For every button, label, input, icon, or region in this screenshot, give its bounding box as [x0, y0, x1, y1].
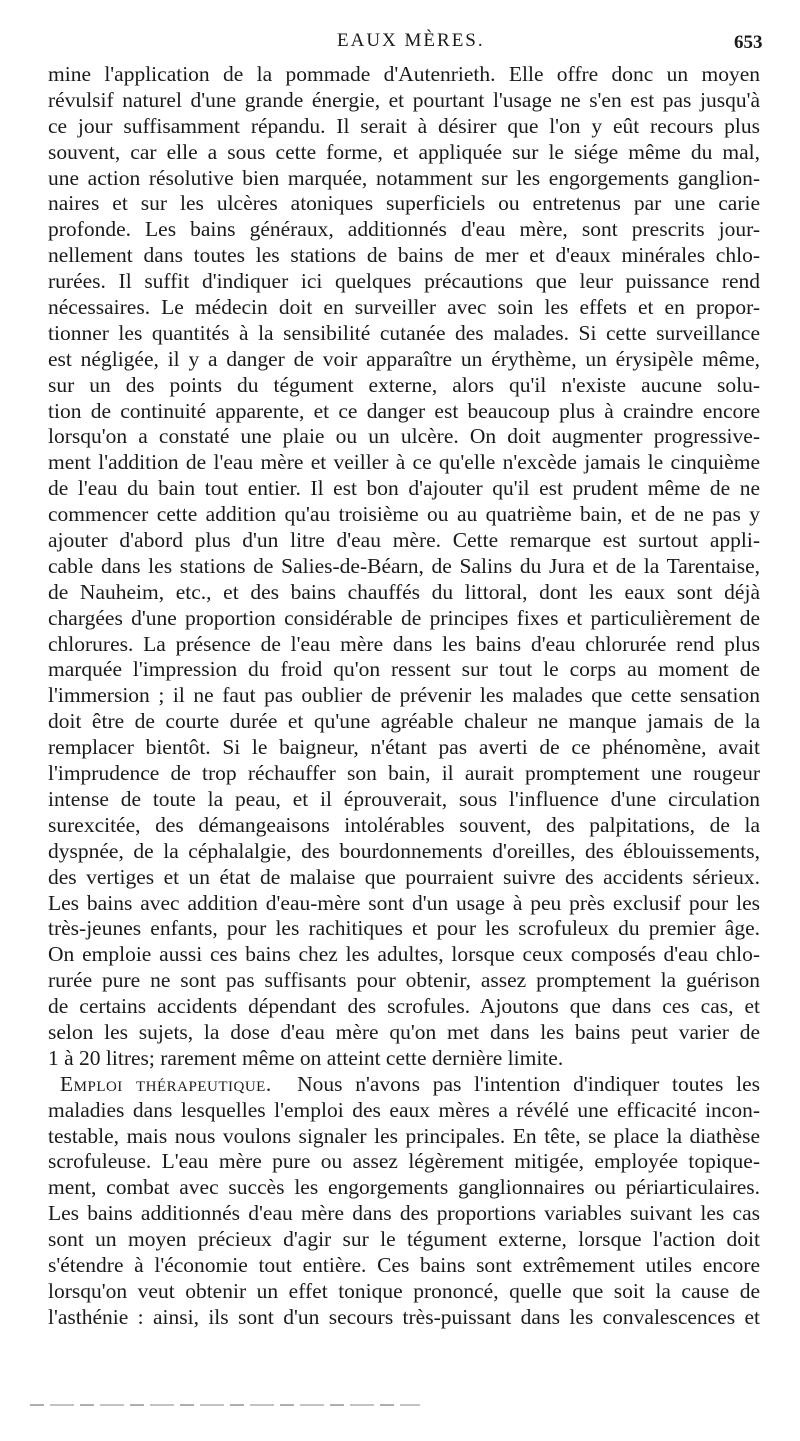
text-line: chlorures. La présence de l'eau mère dans les bains d'eau chlorurée rend plus — [48, 631, 760, 656]
text-line: ment l'addition de l'eau mère et veiller à ce qu'elle n'excède jamais le cinquième — [48, 450, 760, 475]
paragraph-emploi-therapeutique — [48, 1072, 760, 1331]
text-line: scrofuleuse. L'eau mère pure ou assez légèrement mitigée, employée topique- — [48, 1149, 760, 1174]
text-line: de Nauheim, etc., et des bains chauffés du littoral, dont les eaux sont déjà — [48, 579, 760, 604]
text-line: dyspnée, de la céphalalgie, des bourdonnements d'oreilles, des éblouissements, — [48, 838, 760, 863]
text-line: est négligée, il y a danger de voir apparaître un érythème, un érysipèle même, — [48, 346, 760, 371]
text-line: doit être de courte durée et qu'une agréable chaleur ne manque jamais de la — [48, 709, 760, 734]
text-line: intense de toute la peau, et il éprouverait, sous l'influence d'une circulation — [48, 786, 760, 811]
text-line: ment, combat avec succès les engorgements ganglionnaires ou périarticulaires. — [48, 1175, 760, 1200]
text-line: marquée l'impression du froid qu'on ressent sur tout le corps au moment de — [48, 657, 760, 682]
text-line: s'étendre à l'économie tout entière. Ces bains sont extrêmement utiles encore — [48, 1252, 760, 1277]
section-heading: Emploi thérapeutique. — [60, 1071, 272, 1096]
text-line: lorsqu'on a constaté une plaie ou un ulcère. On doit augmenter progressive- — [48, 424, 760, 449]
running-title: EAUX MÈRES. — [337, 30, 485, 51]
text-line: tionner les quantités à la sensibilité cutanée des malades. Si cette surveillance — [48, 320, 760, 345]
paragraph-eaux-meres-bains — [48, 62, 760, 1072]
text-line: naires et sur les ulcères atoniques superficiels ou entretenus par une carie — [48, 191, 760, 216]
text-line: Les bains avec addition d'eau-mère sont d'un usage à peu près exclusif pour les — [48, 890, 760, 915]
text-line: testable, mais nous voulons signaler les principales. En tête, se place la diathèse — [48, 1123, 760, 1148]
text-line: l'imprudence de trop réchauffer son bain, il aurait promptement une rougeur — [48, 761, 760, 786]
text-line: une action résolutive bien marquée, notamment sur les engorgements ganglion- — [48, 165, 760, 190]
text-line: de certains accidents dépendant des scrofules. Ajoutons que dans ces cas, et — [48, 994, 760, 1019]
text-line: sur un des points du tégument externe, alors qu'il n'existe aucune solu- — [48, 372, 760, 397]
text-line: commencer cette addition qu'au troisième ou au quatrième bain, et de ne pas y — [48, 502, 760, 527]
text-line: selon les sujets, la dose d'eau mère qu'on met dans les bains peut varier de — [48, 1019, 760, 1044]
page-number: 653 — [734, 32, 763, 53]
body-text — [48, 62, 760, 1331]
text-line-content: Nous n'avons pas l'intention d'indiquer toutes les — [297, 1071, 760, 1096]
text-line: nellement dans toutes les stations de bains de mer et d'eaux minérales chlo- — [48, 243, 760, 268]
text-line: chargées d'une proportion considérable de principes fixes et particulièrement de — [48, 605, 760, 630]
text-line: tion de continuité apparente, et ce danger est beaucoup plus à craindre encore — [48, 398, 760, 423]
text-line: cable dans les stations de Salies-de-Béarn, de Salins du Jura et de la Tarentaise, — [48, 553, 760, 578]
text-line: rurée pure ne sont pas suffisants pour obtenir, assez promptement la guérison — [48, 968, 760, 993]
text-line: sont un moyen précieux d'agir sur le tégument externe, lorsque l'action doit — [48, 1227, 760, 1252]
text-line: ce jour suffisamment répandu. Il serait à désirer que l'on y eût recours plus — [48, 113, 760, 138]
text-line: maladies dans lesquelles l'emploi des eaux mères a révélé une efficacité incon- — [48, 1097, 760, 1122]
text-line: nécessaires. Le médecin doit en surveiller avec soin les effets et en propor- — [48, 295, 760, 320]
text-line: Les bains additionnés d'eau mère dans des proportions variables suivant les cas — [48, 1201, 760, 1226]
text-line: ajouter d'abord plus d'un litre d'eau mère. Cette remarque est surtout appli- — [48, 528, 760, 553]
text-line: l'immersion ; il ne faut pas oublier de prévenir les malades que cette sensation — [48, 683, 760, 708]
text-line: très-jeunes enfants, pour les rachitiques et pour les scrofuleux du premier âge. — [48, 916, 760, 941]
text-line: de l'eau du bain tout entier. Il est bon d'ajouter qu'il est prudent même de ne — [48, 476, 760, 501]
scan-footer-artifact — [30, 1404, 420, 1406]
text-line: souvent, car elle a sous cette forme, et appliquée sur le siége même du mal, — [48, 139, 760, 164]
text-line: lorsqu'on veut obtenir un effet tonique prononcé, quelle que soit la cause de — [48, 1278, 760, 1303]
text-line: 1 à 20 litres; rarement même on atteint cette dernière limite. — [48, 1045, 564, 1070]
text-line: On emploie aussi ces bains chez les adultes, lorsque ceux composés d'eau chlo- — [48, 942, 760, 967]
text-line: mine l'application de la pommade d'Autenrieth. Elle offre donc un moyen — [48, 62, 760, 86]
text-line: surexcitée, des démangeaisons intolérables souvent, des palpitations, de la — [48, 812, 760, 837]
text-line: révulsif naturel d'une grande énergie, et pourtant l'usage ne s'en est pas jusqu'à — [48, 87, 760, 112]
text-line: remplacer bientôt. Si le baigneur, n'étant pas averti de ce phénomène, avait — [48, 735, 760, 760]
text-line: des vertiges et un état de malaise que pourraient suivre des accidents sérieux. — [48, 864, 760, 889]
text-line: rurées. Il suffit d'indiquer ici quelques précautions que leur puissance rend — [48, 269, 760, 294]
text-line: profonde. Les bains généraux, additionnés d'eau mère, sont prescrits jour- — [48, 217, 760, 242]
page-header — [0, 30, 800, 60]
text-line: l'asthénie : ainsi, ils sont d'un secours très-puissant dans les convalescences et — [48, 1304, 760, 1329]
text-line — [48, 1072, 760, 1098]
